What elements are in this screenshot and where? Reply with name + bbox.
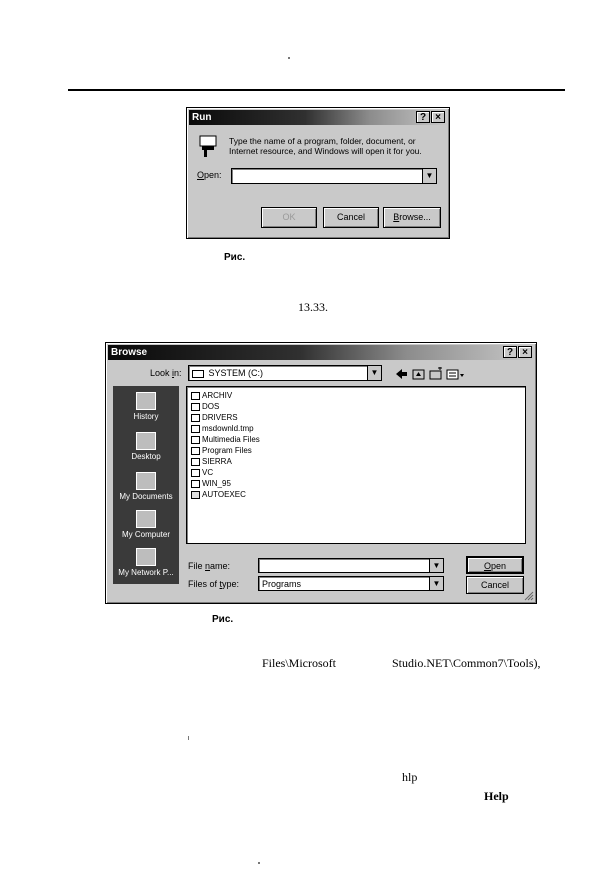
run-ok-button[interactable]: OK	[261, 207, 317, 228]
look-in-dropdown-arrow[interactable]: ▼	[367, 366, 381, 380]
folder-icon	[191, 480, 200, 488]
speck	[188, 736, 189, 740]
folder-icon	[191, 436, 200, 444]
run-program-icon	[199, 134, 219, 158]
list-item[interactable]: DRIVERS	[191, 412, 238, 423]
speck	[258, 862, 260, 864]
file-name-label: File name:	[188, 561, 231, 571]
run-open-label: Open:	[197, 170, 222, 180]
list-item[interactable]: Program Files	[191, 445, 252, 456]
file-icon	[191, 491, 200, 499]
look-in-dropdown[interactable]: SYSTEM (C:) ▼	[188, 365, 382, 381]
my-documents-icon	[136, 472, 156, 490]
run-dialog	[186, 107, 450, 239]
list-item[interactable]: msdownld.tmp	[191, 423, 254, 434]
up-folder-icon[interactable]	[413, 370, 424, 379]
places-my-documents[interactable]: My Documents	[113, 472, 179, 501]
file-name-dropdown-arrow[interactable]: ▼	[429, 559, 443, 572]
my-network-icon	[136, 548, 156, 566]
body-text-path-right: Studio.NET\Common7\Tools),	[392, 656, 541, 670]
folder-icon	[191, 414, 200, 422]
new-folder-icon[interactable]	[430, 367, 442, 379]
body-text-help: Help	[484, 789, 509, 803]
list-item[interactable]: AUTOEXEC	[191, 489, 246, 500]
view-menu-icon[interactable]	[447, 370, 464, 379]
folder-icon	[191, 425, 200, 433]
places-my-network[interactable]: My Network P...	[113, 548, 179, 577]
my-computer-icon	[136, 510, 156, 528]
browse-cancel-button[interactable]: Cancel	[466, 576, 524, 594]
list-item[interactable]: VC	[191, 467, 213, 478]
horizontal-rule	[68, 89, 565, 91]
run-help-button[interactable]: ?	[416, 111, 430, 123]
history-icon	[136, 392, 156, 410]
run-open-dropdown-arrow[interactable]: ▼	[422, 169, 436, 183]
folder-icon	[191, 392, 200, 400]
body-text-path-left: Files\Microsoft	[262, 656, 336, 670]
run-title-bar[interactable]	[189, 110, 447, 125]
figure-caption-2: Рис.	[212, 614, 234, 625]
list-item[interactable]: ARCHIV	[191, 390, 232, 401]
browse-open-button[interactable]: Open	[466, 556, 524, 574]
file-list[interactable]	[186, 386, 526, 544]
run-browse-button[interactable]: Browse...	[383, 207, 441, 228]
figure-number: 13.33.	[298, 300, 328, 314]
body-text-hlp: hlp	[402, 770, 418, 784]
places-my-computer[interactable]: My Computer	[113, 510, 179, 539]
list-item[interactable]: DOS	[191, 401, 219, 412]
places-history[interactable]: History	[113, 392, 179, 421]
resize-grip-icon[interactable]	[524, 591, 534, 601]
browse-title-bar[interactable]	[108, 345, 534, 360]
places-sidebar	[113, 386, 179, 584]
folder-icon	[191, 403, 200, 411]
folder-icon	[191, 447, 200, 455]
desktop-icon	[136, 432, 156, 450]
folder-icon	[191, 469, 200, 477]
run-close-button[interactable]: ×	[431, 111, 445, 123]
browse-close-button[interactable]: ×	[518, 346, 532, 358]
files-of-type-label: Files of type:	[188, 579, 240, 589]
files-of-type-dropdown[interactable]: Programs ▼	[258, 576, 444, 591]
run-title: Run	[192, 112, 212, 123]
places-desktop[interactable]: Desktop	[113, 432, 179, 461]
speck	[288, 57, 290, 59]
browse-toolbar	[394, 367, 466, 381]
figure-caption-1: Рис.	[224, 252, 246, 263]
run-cancel-button[interactable]: Cancel	[323, 207, 379, 228]
look-in-label: Look in:	[150, 368, 182, 378]
run-description: Type the name of a program, folder, document, or Internet resource, and Windows will open it for you.	[229, 136, 422, 156]
back-icon[interactable]	[396, 369, 407, 379]
file-name-input[interactable]	[258, 558, 444, 573]
browse-dialog	[105, 342, 537, 604]
browse-help-button[interactable]: ?	[503, 346, 517, 358]
drive-icon	[192, 370, 204, 378]
browse-title: Browse	[111, 347, 148, 358]
run-open-input[interactable]	[231, 168, 437, 184]
list-item[interactable]: Multimedia Files	[191, 434, 260, 445]
files-of-type-dropdown-arrow[interactable]: ▼	[429, 577, 443, 590]
list-item[interactable]: WIN_95	[191, 478, 231, 489]
list-item[interactable]: SIERRA	[191, 456, 232, 467]
folder-icon	[191, 458, 200, 466]
